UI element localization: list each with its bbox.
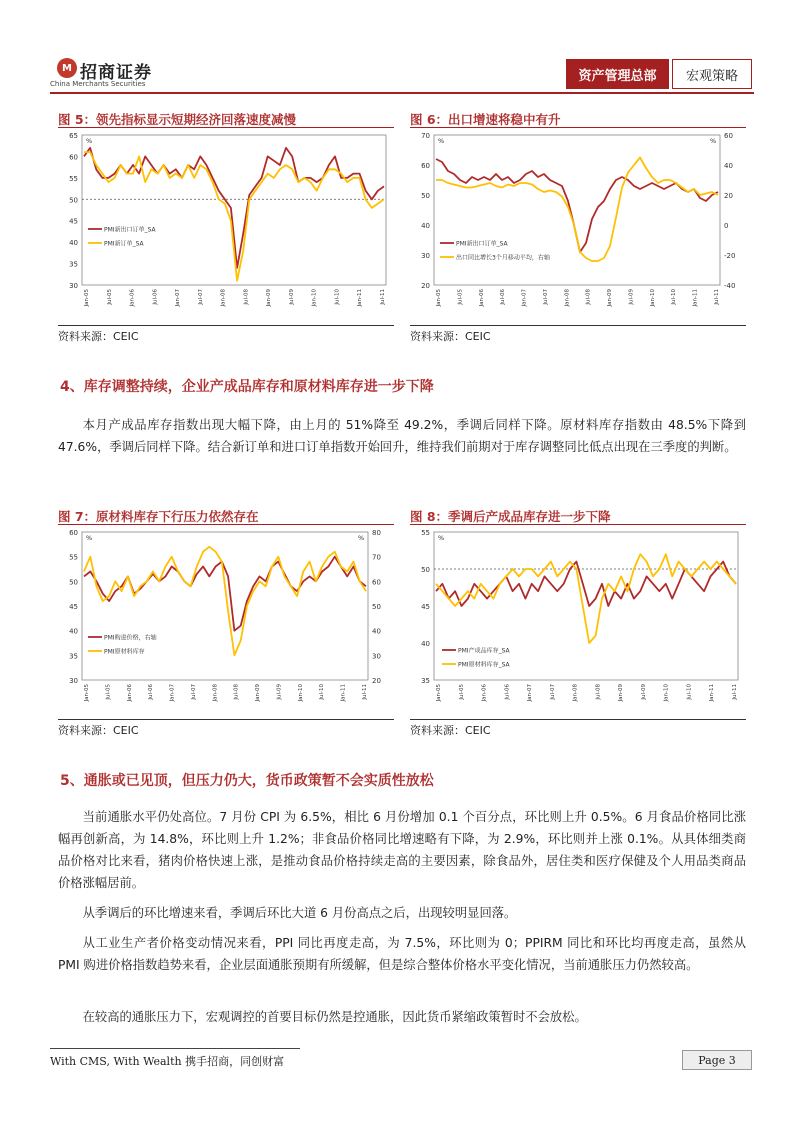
figure-6-source-rule <box>410 325 746 326</box>
x-tick-label: Jan-05 <box>436 289 442 307</box>
y2-tick-label: 40 <box>724 162 733 170</box>
x-tick-label: Jan-07 <box>527 684 534 702</box>
x-tick-label: Jul-05 <box>457 289 464 305</box>
x-tick-label: Jul-09 <box>288 289 295 305</box>
figure-5-rule <box>58 127 394 128</box>
header-divider <box>50 92 754 94</box>
figure-5-chart <box>58 129 394 321</box>
legend-label: PMI新订单_SA <box>104 240 144 248</box>
brand-name: 招商证券 <box>80 63 152 83</box>
y-tick-label: 55 <box>69 553 78 562</box>
x-tick-label: Jul-07 <box>197 289 204 305</box>
x-tick-label: Jul-07 <box>190 684 197 700</box>
figure-6-source: 资料来源：CEIC <box>410 330 491 343</box>
section-5-paragraph-3: 从工业生产者价格变动情况来看，PPI 同比再度走高，为 7.5%，环比则为 0；PPIRM 同比和环比均再度走高，虽然从 PMI 购进价格指数趋势来看，企业层面通胀预期有所缓解，但是综合整体价格水平变化情况，当前通胀压力仍然较高。 <box>58 936 746 972</box>
x-tick-label: Jan-08 <box>212 684 219 702</box>
figure-7-title: 图 7：原材料库存下行压力依然存在 <box>58 509 259 524</box>
x-tick-label: Jan-08 <box>564 289 571 307</box>
x-tick-label: Jan-06 <box>478 289 485 307</box>
y-tick-label: 45 <box>69 603 78 611</box>
y-tick-label: 30 <box>69 282 78 290</box>
unit-label-left: % <box>86 534 93 542</box>
x-tick-label: Jan-10 <box>663 684 670 702</box>
legend-label: PMI购进价格，右轴 <box>104 634 157 642</box>
footer-slogan: With CMS, With Wealth 携手招商，同创财富 <box>50 1055 285 1068</box>
x-tick-label: Jul-10 <box>671 289 678 305</box>
x-tick-label: Jul-05 <box>105 684 112 700</box>
section-4-paragraph: 本月产成品库存指数出现大幅下降，由上月的 51%降至 49.2%，季调后同样下降。原材料库存指数由 48.5%下降到 47.6%，季调后同样下降。结合新订单和进口订单指数开始回升，维持我们前期对于库存调整同比低点出现在三季度的判断。 <box>58 418 746 454</box>
x-tick-label: Jul-06 <box>504 684 511 700</box>
x-tick-label: Jan-11 <box>709 684 716 702</box>
x-tick-label: Jul-10 <box>319 684 326 700</box>
category-label: 宏观策略 <box>672 59 752 89</box>
y-tick-label: 60 <box>69 529 78 537</box>
y2-tick-label: 60 <box>724 132 733 140</box>
y-tick-label: 40 <box>421 222 430 230</box>
y2-tick-label: 70 <box>372 553 381 562</box>
x-tick-label: Jan-10 <box>311 289 318 307</box>
section-5-paragraph-4: 在较高的通胀压力下，宏观调控的首要目标仍然是控通胀，因此货币紧缩政策暂时不会放松。 <box>82 1010 587 1024</box>
legend-label: PMI新出口订单_SA <box>456 240 508 248</box>
y2-tick-label: 20 <box>724 192 733 200</box>
x-tick-label: Jan-07 <box>521 289 528 307</box>
x-tick-label: Jul-08 <box>243 289 250 305</box>
y-tick-label: 65 <box>69 132 78 140</box>
figure-7-chart <box>58 526 394 716</box>
plot-frame <box>82 135 386 285</box>
y-tick-label: 35 <box>69 652 78 661</box>
figure-5-source: 资料来源：CEIC <box>58 330 139 343</box>
x-tick-label: Jul-11 <box>714 289 720 305</box>
unit-label-left: % <box>438 534 445 542</box>
figure-8-source-rule <box>410 719 746 720</box>
x-tick-label: Jan-07 <box>175 289 182 307</box>
x-tick-label: Jul-10 <box>686 684 693 700</box>
x-tick-label: Jan-11 <box>692 289 699 307</box>
plot-frame <box>82 532 368 680</box>
brand-name-en: China Merchants Securities <box>50 80 146 88</box>
y-tick-label: 60 <box>69 153 78 162</box>
y-tick-label: 40 <box>421 640 430 648</box>
section-5-heading: 5、通胀或已见顶，但压力仍大，货币政策暂不会实质性放松 <box>60 773 434 789</box>
figure-8-rule <box>410 524 746 525</box>
x-tick-label: Jul-11 <box>362 684 368 700</box>
x-tick-label: Jul-09 <box>640 684 647 700</box>
x-tick-label: Jan-05 <box>84 684 90 702</box>
y2-tick-label: 80 <box>372 529 381 537</box>
x-tick-label: Jan-09 <box>618 684 625 702</box>
page-number: Page 3 <box>682 1050 752 1070</box>
x-tick-label: Jan-05 <box>84 289 90 307</box>
y-tick-label: 45 <box>69 217 78 226</box>
x-tick-label: Jul-07 <box>549 684 556 700</box>
series-line-1 <box>436 554 736 643</box>
y-tick-label: 30 <box>69 677 78 685</box>
unit-label-right: % <box>358 534 365 542</box>
x-tick-label: Jan-10 <box>649 289 656 307</box>
x-tick-label: Jan-10 <box>297 684 304 702</box>
figure-7-source-rule <box>58 719 394 720</box>
plot-frame <box>434 532 738 680</box>
x-tick-label: Jul-06 <box>152 289 159 305</box>
figure-8-chart <box>410 526 746 716</box>
y-tick-label: 50 <box>69 196 78 205</box>
figure-7-source: 资料来源：CEIC <box>58 724 139 737</box>
x-tick-label: Jan-09 <box>255 684 262 702</box>
x-tick-label: Jul-10 <box>334 289 341 305</box>
y-tick-label: 35 <box>69 260 78 269</box>
y-tick-label: 50 <box>69 578 78 587</box>
y-tick-label: 45 <box>421 603 430 611</box>
x-tick-label: Jan-06 <box>126 684 133 702</box>
x-tick-label: Jan-08 <box>220 289 227 307</box>
x-tick-label: Jul-06 <box>500 289 507 305</box>
x-tick-label: Jan-07 <box>169 684 176 702</box>
logo-icon: M <box>57 58 77 78</box>
y-tick-label: 60 <box>421 162 430 170</box>
y2-tick-label: 20 <box>372 677 381 685</box>
y-tick-label: 20 <box>421 282 430 290</box>
y-tick-label: 70 <box>421 132 430 140</box>
y-tick-label: 55 <box>69 174 78 183</box>
section-4-heading: 4、库存调整持续，企业产成品库存和原材料库存进一步下降 <box>60 379 434 395</box>
x-tick-label: Jul-11 <box>732 684 738 700</box>
unit-label-left: % <box>438 137 445 145</box>
series-line-0 <box>84 557 366 631</box>
x-tick-label: Jul-07 <box>542 289 549 305</box>
x-tick-label: Jul-05 <box>106 289 113 305</box>
unit-label-right: % <box>710 137 717 145</box>
legend-label: PMI产成品库存_SA <box>458 647 510 655</box>
y-tick-label: 50 <box>421 566 430 574</box>
unit-label-left: % <box>86 137 93 145</box>
section-5-paragraph-2: 从季调后的环比增速来看，季调后环比大道 6 月份高点之后，出现较明显回落。 <box>82 906 517 920</box>
x-tick-label: Jul-09 <box>628 289 635 305</box>
legend-label: PMI新出口订单_SA <box>104 226 156 234</box>
x-tick-label: Jul-08 <box>595 684 602 700</box>
y-tick-label: 30 <box>421 252 430 260</box>
figure-8-source: 资料来源：CEIC <box>410 724 491 737</box>
x-tick-label: Jan-06 <box>129 289 136 307</box>
figure-6-chart <box>410 129 746 321</box>
figure-7-rule <box>58 524 394 525</box>
x-tick-label: Jul-06 <box>148 684 155 700</box>
y-tick-label: 55 <box>421 529 430 537</box>
figure-5-source-rule <box>58 325 394 326</box>
figure-5-title: 图 5：领先指标显示短期经济回落速度减慢 <box>58 112 297 127</box>
y2-tick-label: 40 <box>372 627 381 636</box>
x-tick-label: Jan-05 <box>436 684 442 702</box>
y-tick-label: 35 <box>421 677 430 685</box>
x-tick-label: Jul-09 <box>276 684 283 700</box>
footer-divider <box>50 1048 300 1049</box>
x-tick-label: Jan-11 <box>357 289 364 307</box>
x-tick-label: Jan-08 <box>572 684 579 702</box>
y2-tick-label: 0 <box>724 222 729 230</box>
legend-label: PMI原材料库存_SA <box>458 661 510 669</box>
y-tick-label: 50 <box>421 192 430 200</box>
x-tick-label: Jan-09 <box>266 289 273 307</box>
x-tick-label: Jul-08 <box>585 289 592 305</box>
figure-6-rule <box>410 127 746 128</box>
legend-label: PMI原材料库存 <box>104 648 145 656</box>
figure-8-title: 图 8：季调后产成品库存进一步下降 <box>410 509 611 524</box>
y2-tick-label: -20 <box>724 252 736 260</box>
department-label: 资产管理总部 <box>566 59 669 89</box>
figure-6-title: 图 6：出口增速将稳中有升 <box>410 112 561 127</box>
x-tick-label: Jan-09 <box>607 289 614 307</box>
x-tick-label: Jan-11 <box>340 684 347 702</box>
y2-tick-label: 50 <box>372 603 381 611</box>
y-tick-label: 40 <box>69 239 78 248</box>
x-tick-label: Jul-11 <box>380 289 386 305</box>
y2-tick-label: 30 <box>372 652 381 661</box>
legend-label: 出口同比增长3个月移动平均，右轴 <box>456 254 550 262</box>
plot-frame <box>434 135 720 285</box>
y2-tick-label: -40 <box>724 282 736 290</box>
x-tick-label: Jul-08 <box>233 684 240 700</box>
section-5-paragraph-1: 当前通胀水平仍处高位。7 月份 CPI 为 6.5%，相比 6 月份增加 0.1 个百分点，环比则上升 0.5%。6 月食品价格同比涨幅再创新高，为 14.8%，环比则上升 1.2%；非食品价格同比增速略有下降，为 2.9%，环比则并上涨 0.1%。从具体细类商品价格对比来看，猪肉价格快速上涨，是推动食品价格持续走高的主要因素，除食品外，居住类和医疗保健及个人用品类商品价格涨幅居前。 <box>58 810 746 890</box>
x-tick-label: Jan-06 <box>481 684 488 702</box>
y2-tick-label: 60 <box>372 578 381 587</box>
y-tick-label: 40 <box>69 627 78 636</box>
x-tick-label: Jul-05 <box>458 684 465 700</box>
